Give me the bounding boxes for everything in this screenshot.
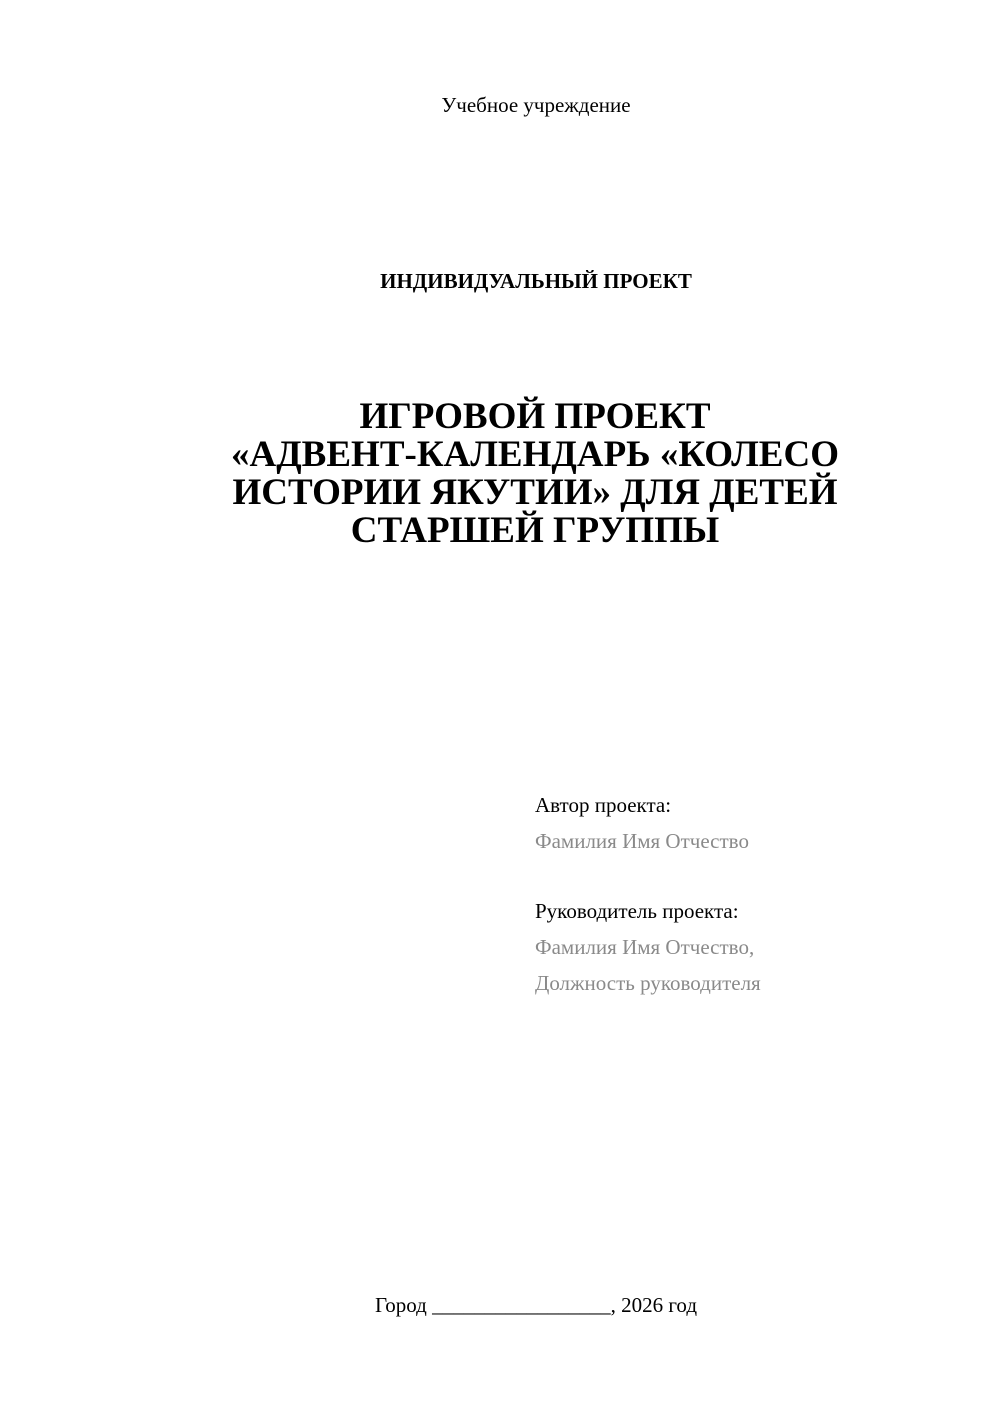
title-line: «АДВЕНТ-КАЛЕНДАРЬ «КОЛЕСО	[231, 434, 839, 475]
institution-name: Учебное учреждение	[441, 93, 631, 117]
supervisor-label: Руководитель проекта:	[535, 899, 739, 923]
spacer	[535, 859, 975, 893]
project-title	[180, 398, 890, 550]
title-line: ИСТОРИИ ЯКУТИИ» ДЛЯ ДЕТЕЙ	[232, 472, 838, 513]
credits-block	[535, 787, 975, 1001]
title-line: ИГРОВОЙ ПРОЕКТ	[359, 396, 711, 437]
author-name: Фамилия Имя Отчество	[535, 829, 749, 853]
city-year-footer: Город _________________, 2026 год	[374, 1293, 698, 1317]
title-line: СТАРШЕЙ ГРУППЫ	[350, 510, 720, 551]
supervisor-position: Должность руководителя	[535, 971, 761, 995]
author-label: Автор проекта:	[535, 793, 672, 817]
supervisor-name: Фамилия Имя Отчество,	[535, 935, 755, 959]
project-type-heading: ИНДИВИДУАЛЬНЫЙ ПРОЕКТ	[380, 269, 692, 293]
